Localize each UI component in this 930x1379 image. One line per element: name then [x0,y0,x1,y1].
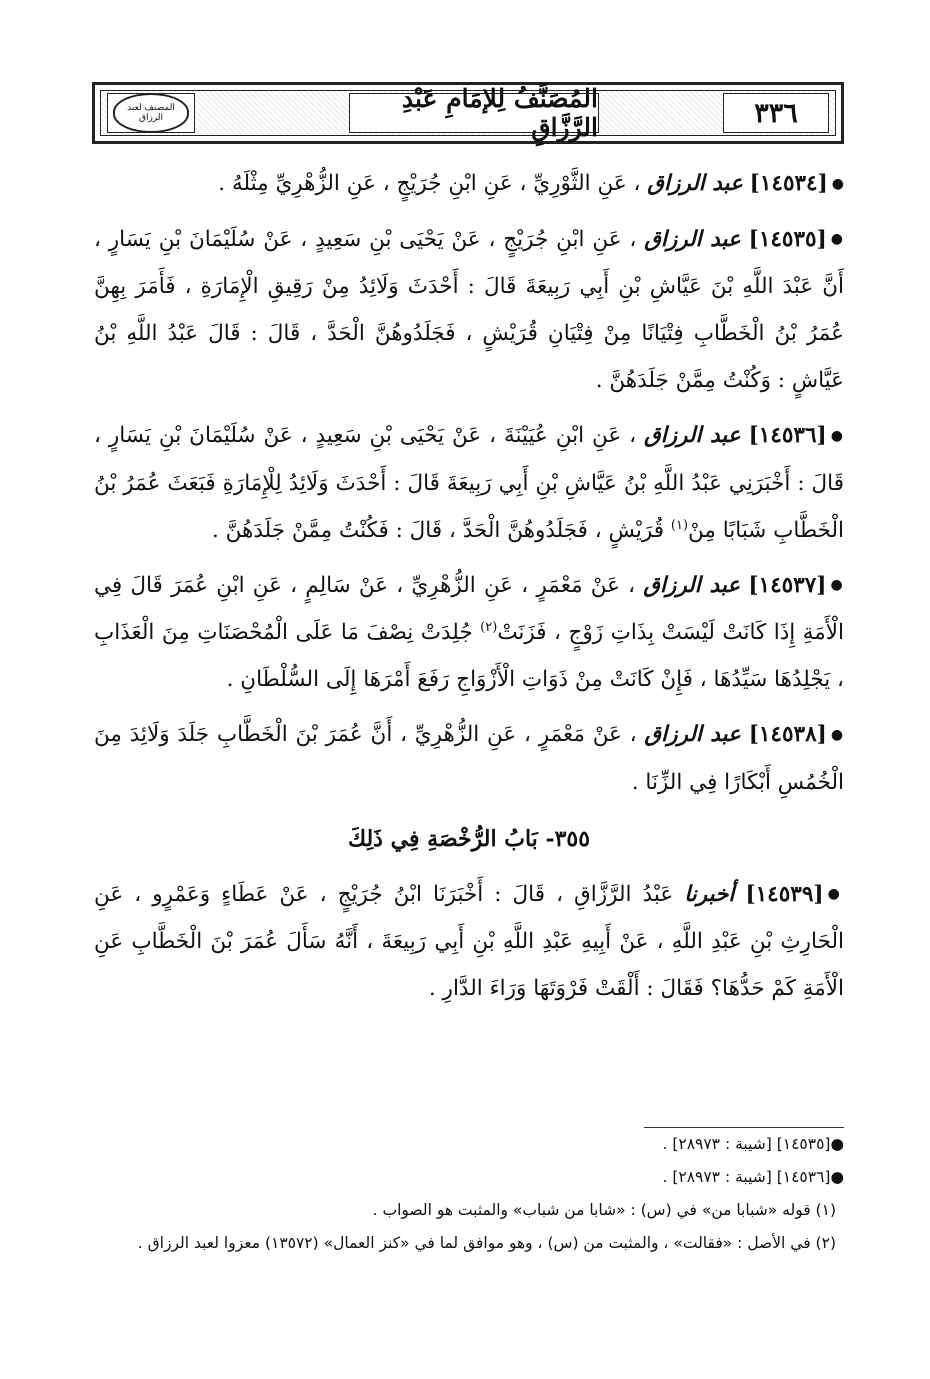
hadith-author: عبد الرزاق [644,722,741,747]
bullet-icon: ● [830,1168,844,1186]
hadith-text: ، عَنْ مَعْمَرٍ ، عَنِ الزُّهْرِيِّ ، أَنَّ عُمَرَ بْنَ الْخَطَّابِ جَلَدَ وَلَائِدَ مِنَ الْخُمُسِ أَبْكَارًا فِي الزِّنَا . [94,722,844,795]
hadith-entry [94,216,844,405]
seal-emblem: المصنف لعبد الرزاق [113,93,189,133]
seal-logo [107,93,195,133]
hadith-number: [١٤٥٣٩] [745,881,824,907]
chapter-number: ٣٥٥- [545,825,591,852]
footnote-marker: (٢) [480,619,498,635]
hadith-author: عبد الرزاق [644,226,741,252]
bullet-icon: ● [830,726,844,743]
bullet-icon: ● [830,231,845,247]
chapter-heading [94,816,844,863]
footnote-marker: (١) [670,517,689,533]
footnotes [94,1128,844,1260]
bullet-icon: ● [831,175,844,192]
footnote: (٢) في الأصل : «فقالت» ، والمثبت من (س) ، وهو موافق لما في «كنز العمال» (١٣٥٧٢) معزوا لعبد الرزاق . [137,1234,836,1252]
hadith-entry [94,711,844,806]
header-pattern [100,84,836,142]
bullet-icon: ● [830,427,844,444]
hadith-text: ، عَنِ الثَّوْرِيِّ ، عَنِ ابْنِ جُرَيْجٍ ، عَنِ الزُّهْرِيِّ مِثْلَهُ . [218,171,641,196]
hadith-text: جُلِدَتْ نِصْفَ مَا عَلَى الْمُحْصَنَاتِ مِنَ الْعَذَابِ ، يَجْلِدُهَا سَيِّدُهَا ، فَإِنْ كَانَتْ مِنْ ذَوَاتِ الْأَزْوَاجِ رَفَعَ أَمْرَهَا إِلَى السُّلْطَانِ . [94,620,844,692]
reference-text: [١٤٥٣٥] [شيبة : ٢٨٩٧٣] . [662,1135,831,1153]
page-header [92,82,844,144]
hadith-number: [١٤٥٣٤] [749,171,828,196]
hadith-author: عبد الرزاق [647,171,743,196]
hadith-number: [١٤٥٣٨] [748,722,827,747]
reference-text: [١٤٥٣٦] [شيبة : ٢٨٩٧٣] . [662,1168,831,1186]
hadith-entry [94,412,844,554]
hadith-text: ، عَنِ ابْنِ جُرَيْجٍ ، عَنْ يَحْيَى بْنِ سَعِيدٍ ، عَنْ سُلَيْمَانَ بْنِ يَسَارٍ ، أَنَّ عَبْدَ اللَّهِ بْنَ عَيَّاشِ بْنِ أَبِي رَبِيعَةَ قَالَ : أَحْدَثَ وَلَائِدُ مِنْ رَقِيقِ الْإِمَارَةِ ، فَأَمَرَ بِهِنَّ عُمَرُ بْنُ الْخَطَّابِ فِتْيَانًا مِنْ فِتْيَانِ قُرَيْشٍ ، فَجَلَدُوهُنَّ الْحَدَّ ، قَالَ : قَالَ عَبْدُ اللَّهِ بْنُ عَيَّاشٍ : وَكُنْتُ مِمَّنْ جَلَدَهُنَّ . [94,226,844,393]
hadith-author: عبد الرزاق [643,572,741,598]
main-text [94,160,844,1020]
hadith-text: عَبْدُ الرَّزَّاقِ ، قَالَ : أَخْبَرَنَا ابْنُ جُرَيْجٍ ، عَنْ عَطَاءٍ وَعَمْرٍو ، عَنِ الْحَارِثِ بْنِ عَبْدِ اللَّهِ ، عَنْ أَبِيهِ عَبْدِ اللَّهِ بْنِ أَبِي رَبِيعَةَ ، أَنَّهُ سَأَلَ عُمَرَ بْنَ الْخَطَّابِ عَنِ الْأَمَةِ كَمْ حَدُّهَا؟ فَقَالَ : أَلْقَتْ فَرْوَتَهَا وَرَاءَ الدَّارِ . [94,881,844,1001]
hadith-author: أخبرنا [684,881,735,907]
page-number: ٣٣٦ [723,93,829,133]
reference-line [94,1161,844,1194]
book-title: المُصَنَّفُ لِلإمَامِ عَبْدِ الرَّزَّاقِ [349,93,599,133]
chapter-title: بَابُ الرُّخْصَةِ فِي ذَلِكَ [347,825,538,852]
hadith-number: [١٤٥٣٥] [748,226,827,252]
bullet-icon: ● [830,1135,844,1153]
hadith-number: [١٤٥٣٦] [748,423,827,448]
hadith-entry [94,160,844,208]
reference-line [94,1128,844,1161]
hadith-text: قُرَيْشٍ ، فَجَلَدُوهُنَّ الْحَدَّ ، قَالَ : فَكُنْتُ مِمَّنْ جَلَدَهُنَّ . [211,517,665,543]
footnote: (١) قوله «شبابا من» في (س) : «شابا من شباب» والمثبت هو الصواب . [372,1201,836,1219]
bullet-icon: ● [827,886,844,902]
hadith-entry [94,871,844,1013]
hadith-text: ، عَنِ ابْنِ عُيَيْنَةَ ، عَنْ يَحْيَى بْنِ سَعِيدٍ ، عَنْ سُلَيْمَانَ بْنِ يَسَارٍ ، قَالَ : أَخْبَرَنِي عَبْدُ اللَّهِ بْنُ عَيَّاشِ بْنِ أَبِي رَبِيعَةَ قَالَ : أَحْدَثَ وَلَائِدُ لِلْإِمَارَةِ فَبَعَثَ عُمَرُ بْنُ الْخَطَّابِ شَبَابًا مِنْ [94,423,844,543]
bullet-icon: ● [830,577,845,593]
hadith-author: عبد الرزاق [644,423,741,448]
hadith-text: ، عَنْ مَعْمَرٍ ، عَنِ الزُّهْرِيِّ ، عَنْ سَالِمٍ ، عَنِ ابْنِ عُمَرَ قَالَ فِي الْأَمَةِ إِذَا كَانَتْ لَيْسَتْ بِذَاتِ زَوْجٍ ، فَزَنَتْ [94,572,844,645]
hadith-entry [94,562,844,704]
hadith-number: [١٤٥٣٧] [748,572,827,598]
